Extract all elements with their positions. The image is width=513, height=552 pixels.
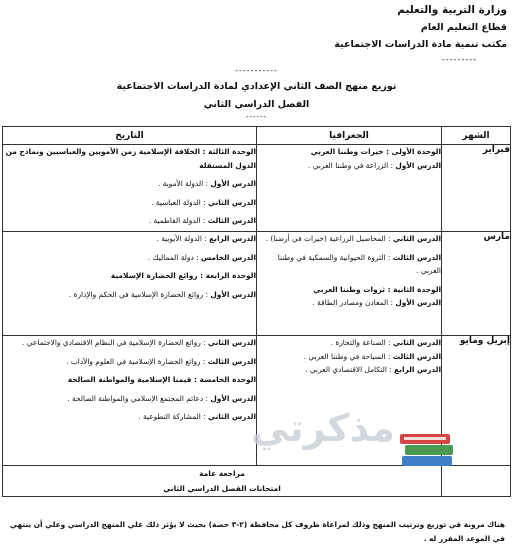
lesson-label: الدرس الثالث: [392, 252, 441, 262]
lesson-line: [3, 355, 256, 369]
lesson-label: الدرس الثاني: [208, 338, 256, 347]
header-month: الشهر: [442, 127, 511, 145]
lesson-label: الدرس الأول: [210, 289, 256, 299]
lesson-title: : المشاركة التطوعية .: [138, 412, 209, 422]
lesson-title: : دعائم المجتمع الإسلامي والمواطنة الصالحة .: [67, 393, 211, 403]
lesson-label: الدرس الثالث: [207, 216, 256, 226]
lesson-title: : الزراعة في وطننا العربي .: [308, 160, 396, 170]
table-header-row: [3, 127, 511, 145]
lesson-title: : روائع الحضارة الإسلامية في النظام الاقتصادي والاجتماعي .: [22, 338, 209, 347]
history-cell: [3, 336, 257, 466]
lesson-title: : الدولة العباسية .: [151, 197, 209, 207]
lesson-label: الدرس الثاني: [208, 412, 256, 422]
footnote: هناك مرونة في توزيع وترتيب المنهج وذلك لمراعاة ظروف كل محافظة (٢-٣ حصة) بحيث لا يؤثر ذلك علي المنهج الدراسي وعلي أن ينتهي في الموعد المقرر له .: [9, 520, 505, 543]
lesson-label: الدرس الخامس: [200, 252, 256, 262]
lesson-line: [257, 363, 441, 377]
lesson-title: : الدولة الأموية .: [158, 179, 211, 189]
lesson-label: الدرس الأول: [210, 393, 256, 403]
lesson-line: [257, 232, 441, 246]
book-green: [405, 445, 453, 455]
header-geography: الجغرافيا: [257, 127, 442, 145]
geography-cell: [257, 232, 442, 336]
month-cell: إبريل ومايو: [442, 336, 511, 466]
lesson-label: الدرس الثالث: [207, 356, 256, 366]
header-history: التاريخ: [3, 127, 257, 145]
lesson-label: الوحدة الرابعة : روائع الحضارة الإسلامية: [110, 271, 256, 281]
lesson-label: الدرس الثاني: [208, 197, 256, 207]
lesson-title: : روائع الحضارة الإسلامية في العلوم والآداب .: [66, 356, 208, 366]
lesson-line: [3, 269, 256, 283]
lesson-label: الدرس الأول: [210, 179, 256, 189]
lesson-label: الدرس الثاني: [393, 338, 441, 347]
history-cell: [3, 145, 257, 232]
lesson-title: : السياحة في وطننا العربي .: [303, 351, 393, 361]
letterhead: [334, 2, 507, 53]
book-pages: [404, 437, 446, 440]
table-row: [3, 145, 511, 232]
section-divider: -----------: [235, 66, 278, 75]
lesson-title: : الصناعة والتجارة .: [330, 338, 394, 347]
lesson-title: : المعادن ومصادر الطاقة .: [312, 298, 396, 308]
lesson-label: الدرس الرابع: [394, 365, 441, 375]
lesson-line: [3, 410, 256, 424]
lesson-label: الدرس الأول: [395, 160, 441, 170]
lesson-line: [3, 373, 256, 387]
lesson-title: : الدولة الأيوبية .: [156, 234, 210, 243]
lesson-line: [3, 196, 256, 210]
lesson-line: [3, 288, 256, 302]
title-line-1: توزيع منهج الصف الثاني الإعدادي لمادة الدراسات الاجتماعية: [116, 81, 397, 92]
lesson-title: : روائع الحضارة الإسلامية في الحكم والإدارة .: [68, 289, 211, 299]
lesson-line: [3, 145, 256, 172]
books-stack-icon: [396, 416, 458, 476]
lesson-line: [257, 159, 441, 173]
table-row: [3, 232, 511, 336]
history-cell: [3, 232, 257, 336]
title-line-2: الفصل الدراسي الثاني: [203, 99, 310, 110]
lesson-line: [257, 336, 441, 350]
lesson-title: : الدولة الفاطمية .: [148, 216, 208, 226]
watermark: [248, 398, 460, 482]
lesson-line: [3, 232, 256, 246]
sector-name: قطاع التعليم العام: [420, 22, 507, 33]
book-blue: [402, 456, 452, 466]
ministry-name: وزارة التربية والتعليم: [397, 4, 507, 16]
lesson-label: الوحدة الخامسة : قيمنا الإسلامية والمواطنة الصالحة: [67, 375, 256, 385]
lesson-line: [3, 392, 256, 406]
watermark-text: مذكرتي: [251, 406, 395, 450]
lesson-label: الوحدة الأولى : خيرات وطننا العربي: [310, 147, 441, 156]
lesson-line: [257, 283, 441, 297]
lesson-line: [257, 296, 441, 310]
lesson-title: : التكامل الاقتصادي العربي .: [305, 365, 395, 375]
lesson-label: الدرس الرابع: [209, 234, 256, 243]
office-name: مكتب تنمية مادة الدراسات الاجتماعية: [334, 39, 507, 50]
geography-cell: [257, 145, 442, 232]
lesson-title: : دولة المماليك .: [147, 252, 201, 262]
title-divider: ------: [245, 113, 268, 121]
lesson-title: : المحاصيل الزراعية (خيرات في أرضنا) .: [265, 234, 394, 243]
lesson-title: : الثروة الحيوانية والسمكية في وطننا العربي .: [277, 252, 441, 276]
exams-label: امتحانات الفصل الدراسي الثاني: [163, 484, 281, 493]
lesson-line: [257, 350, 441, 364]
lesson-line: [257, 145, 441, 159]
lesson-label: الوحدة الثالثة : الخلافة الإسلامية زمن الأمويين والعباسيين ونماذج من الدول المستقلة: [5, 147, 256, 170]
review-label: مراجعة عامة: [199, 469, 245, 478]
letterhead-divider: ---------: [442, 55, 477, 64]
lesson-label: الدرس الأول: [395, 298, 441, 308]
lesson-line: [3, 214, 256, 228]
lesson-label: الدرس الثاني: [393, 234, 441, 243]
lesson-line: [257, 251, 441, 278]
lesson-line: [3, 336, 256, 350]
month-cell: مارس: [442, 232, 511, 336]
month-cell: فبراير: [442, 145, 511, 232]
lesson-line: [3, 251, 256, 265]
lesson-label: الدرس الثالث: [392, 351, 441, 361]
lesson-line: [3, 177, 256, 191]
lesson-label: الوحدة الثانية : ثروات وطننا العربي: [313, 284, 441, 294]
document-title: [0, 78, 513, 114]
